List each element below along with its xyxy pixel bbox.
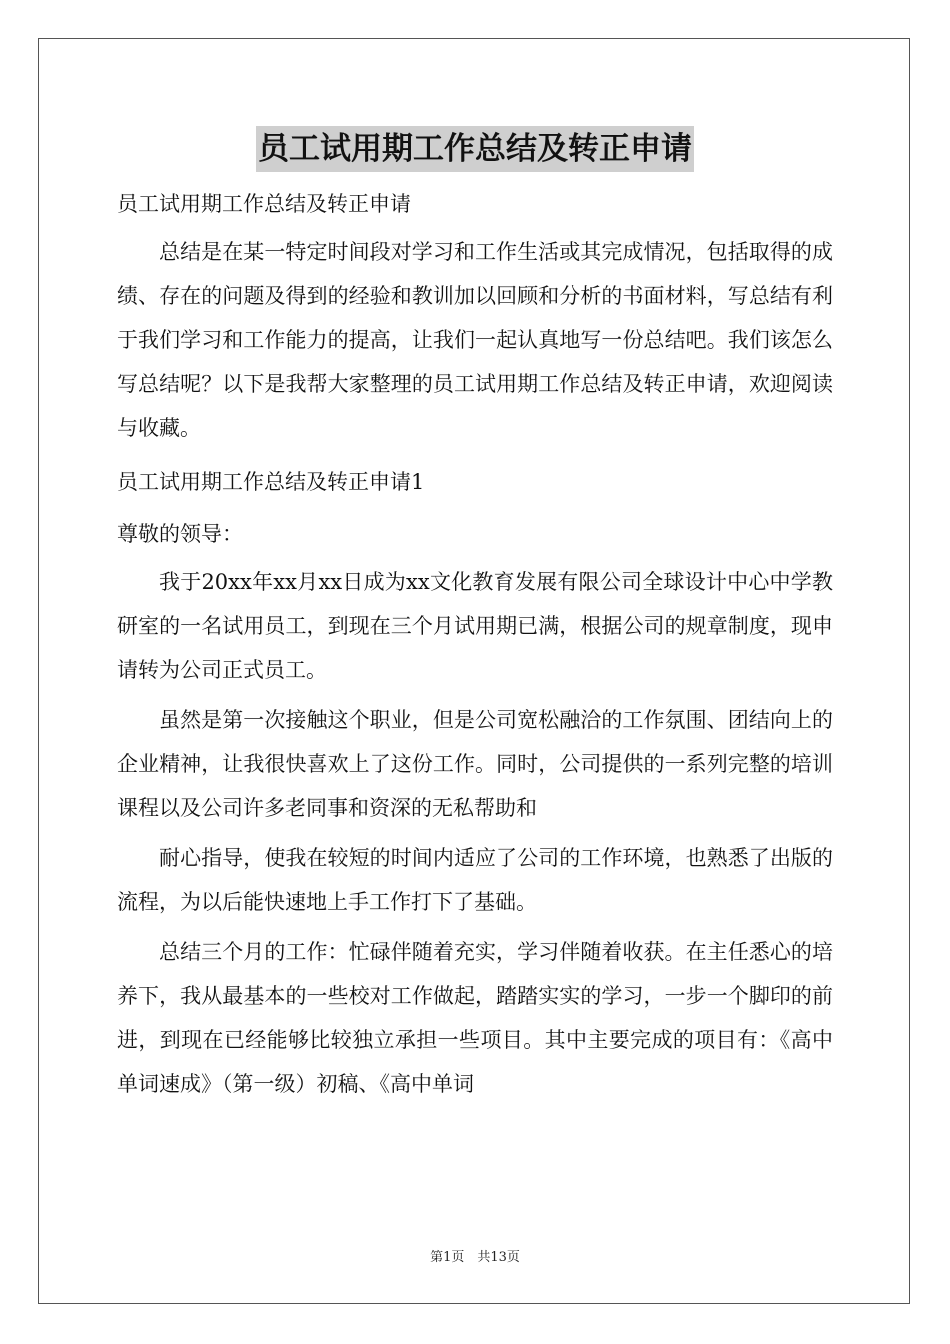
body-paragraph: 耐心指导，使我在较短的时间内适应了公司的工作环境，也熟悉了出版的流程，为以后能快速地上手工作打下了基础。 xyxy=(117,846,833,914)
salutation: 尊敬的领导： xyxy=(117,522,243,546)
body-paragraph: 我于20xx年xx月xx日成为xx文化教育发展有限公司全球设计中心中学教研室的一名试用员工，到现在三个月试用期已满，根据公司的规章制度，现申请转为公司正式员工。 xyxy=(117,570,833,682)
body-paragraph: 总结三个月的工作：忙碌伴随着充实，学习伴随着收获。在主任悉心的培养下，我从最基本的一些校对工作做起，踏踏实实的学习，一步一个脚印的前进，到现在已经能够比较独立承担一些项目。其中主要完成的项目有：《高中单词速成》（第一级）初稿、《高中单词 xyxy=(117,940,833,1096)
page-number: 第1页 共13页 xyxy=(430,1250,520,1265)
section-heading: 员工试用期工作总结及转正申请1 xyxy=(117,470,425,494)
body-paragraph: 虽然是第一次接触这个职业，但是公司宽松融洽的工作氛围、团结向上的企业精神，让我很快喜欢上了这份工作。同时，公司提供的一系列完整的培训课程以及公司许多老同事和资深的无私帮助和 xyxy=(117,708,833,820)
document-subtitle: 员工试用期工作总结及转正申请 xyxy=(117,192,411,216)
document-title: 员工试用期工作总结及转正申请 xyxy=(256,126,694,172)
intro-paragraph: 总结是在某一特定时间段对学习和工作生活或其完成情况，包括取得的成绩、存在的问题及得到的经验和教训加以回顾和分析的书面材料，写总结有利于我们学习和工作能力的提高，让我们一起认真地写一份总结吧。我们该怎么写总结呢？以下是我帮大家整理的员工试用期工作总结及转正申请，欢迎阅读与收藏。 xyxy=(117,240,833,440)
document-body xyxy=(117,178,833,1106)
title-container xyxy=(0,126,950,172)
